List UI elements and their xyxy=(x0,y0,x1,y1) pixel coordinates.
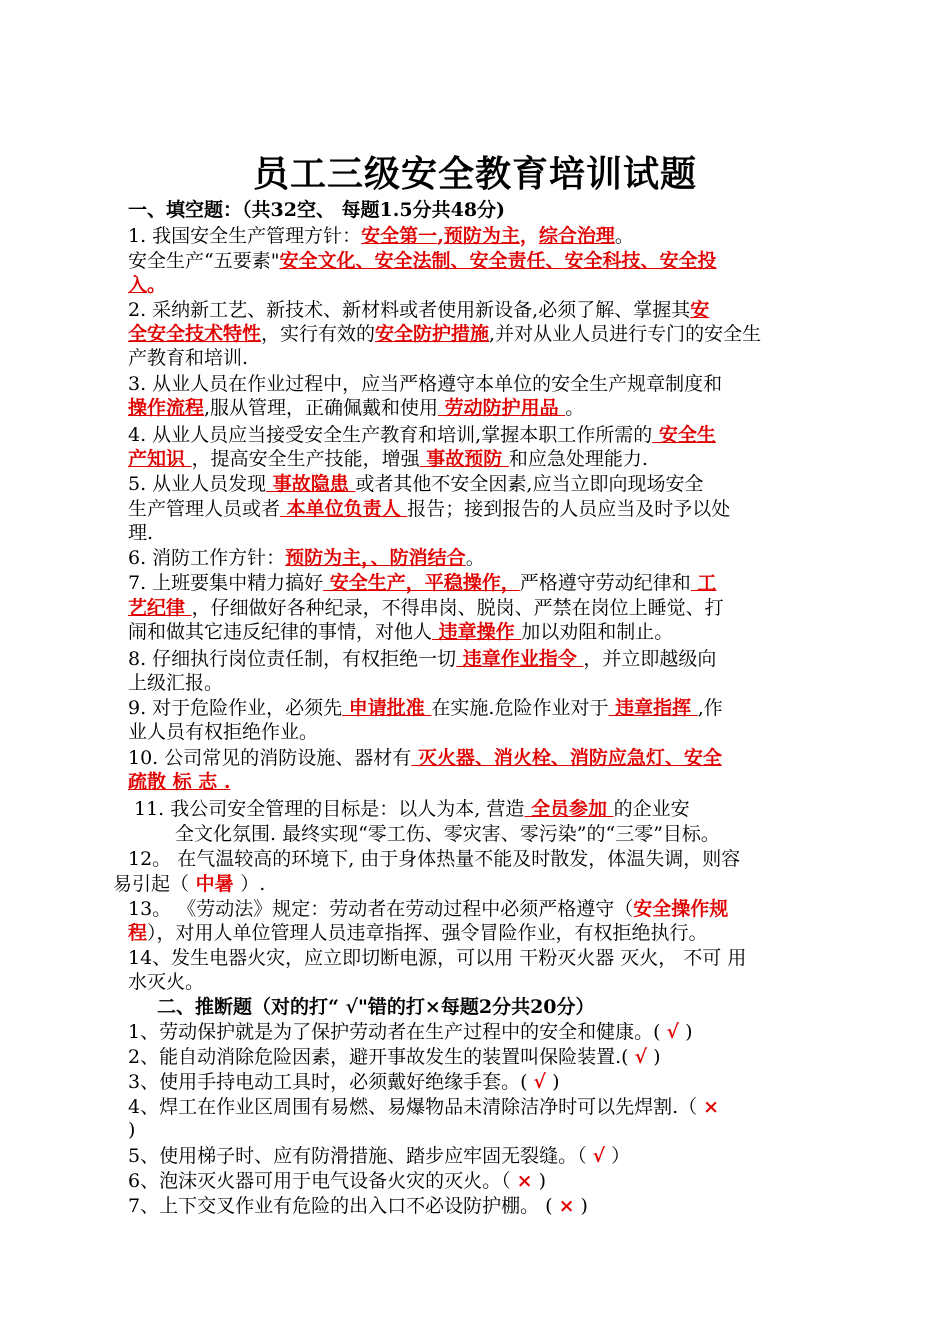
question-1b-cont xyxy=(128,273,166,297)
q3-end: 。 xyxy=(565,397,585,419)
q9-text: 9. 对于危险作业，必须先 xyxy=(128,697,343,719)
q7-answer-2-cont: 艺纪律 xyxy=(128,597,192,619)
q7-answer-1: 安全生产，平稳操作， xyxy=(323,572,520,594)
q13-post: ），对用人单位管理人员违章指挥、强令冒险作业，有权拒绝执行。 xyxy=(147,922,708,944)
question-5-line3: 理. xyxy=(128,522,154,544)
judgement-item-3 xyxy=(128,1070,560,1094)
question-6 xyxy=(128,546,485,570)
q4-text: 4. 从业人员应当接受安全生产教育和培训,掌握本职工作所需的 xyxy=(128,424,653,446)
q13-answer: 安全操作规 xyxy=(633,898,729,920)
q4-answer-2: 事故预防 xyxy=(419,448,509,470)
q4-answer-1-cont: 产知识 xyxy=(128,448,192,470)
question-5-line2 xyxy=(128,497,730,521)
q4-mid: ，提高安全生产技能，增强 xyxy=(191,448,420,470)
question-2 xyxy=(128,298,709,322)
judgement-close: ) xyxy=(647,1046,661,1068)
q10-answer: 灭火器、消火栓、消防应急灯、安全 xyxy=(411,747,722,769)
q5-answer-1: 事故隐患 xyxy=(266,473,356,495)
q1-answer-3: 综合治理 xyxy=(538,225,615,247)
q5-text: 5. 从业人员发现 xyxy=(128,473,267,495)
judgement-item-4-cont: ) xyxy=(128,1119,136,1141)
q9-answer-2: 违章指挥 xyxy=(608,697,698,719)
judgement-text: 2、能自动消除危险因素，避开事故发生的装置叫保险装置.( xyxy=(128,1046,635,1068)
q12-post: ）. xyxy=(240,873,266,895)
q1b-text: 安全生产“五要素" xyxy=(128,250,280,272)
judgement-close: ) xyxy=(574,1195,588,1217)
question-10-line2 xyxy=(128,770,230,794)
q1b-answer-cont: 入 xyxy=(128,274,148,296)
q11-text: 11. 我公司安全管理的目标是：以人为本, 营造 xyxy=(134,798,525,820)
judgement-text: 5、使用梯子时、应有防滑措施、踏步应牢固无裂缝。（ xyxy=(128,1145,593,1167)
q1-answer-1: 安全第一 xyxy=(361,225,438,247)
section2-heading: 二、推断题（对的打“ √"错的打×每题2分共20分） xyxy=(157,996,595,1018)
q9-answer-1: 申请批准 xyxy=(342,697,432,719)
q7-post2: 加以劝阻和制止。 xyxy=(521,621,674,643)
q2-text: 2. 采纳新工艺、新技术、新材料或者使用新设备,必须了解、掌握其 xyxy=(128,299,691,321)
question-9-line2: 业人员有权拒绝作业。 xyxy=(128,721,319,743)
judgement-mark: √ xyxy=(634,1046,648,1068)
q1-separator-1: , xyxy=(437,225,444,247)
q3-mid: ,服从管理，正确佩戴和使用 xyxy=(204,397,439,419)
judgement-text: 3、使用手持电动工具时，必须戴好绝缘手套。( xyxy=(128,1071,534,1093)
question-13 xyxy=(128,897,728,921)
q7-cont: 闹和做其它违反纪律的事情，对他人 xyxy=(128,621,433,643)
q7-answer-3: 违章操作 xyxy=(432,621,522,643)
question-11 xyxy=(134,797,690,821)
question-7 xyxy=(128,571,716,595)
judgement-item-4 xyxy=(128,1095,719,1119)
judgement-text: 7、上下交叉作业有危险的出入口不必设防护棚。 ( xyxy=(128,1195,559,1217)
q1-separator-2: ， xyxy=(519,225,539,247)
judgement-mark: √ xyxy=(533,1071,547,1093)
q7-text: 7. 上班要集中精力搞好 xyxy=(128,572,324,594)
q2-answer-1-cont: 全安全技术特性 xyxy=(128,323,262,345)
q2-answer-1: 安 xyxy=(690,299,710,321)
judgement-text: 6、泡沫灭火器可用于电气设备火灾的灭火。（ xyxy=(128,1170,517,1192)
q5-answer-2: 本单位负责人 xyxy=(280,498,408,520)
q1-text: 1. 我国安全生产管理方针： xyxy=(128,225,362,247)
q4-end: 和应急处理能力. xyxy=(508,448,648,470)
question-13-line2 xyxy=(128,921,708,945)
section1-heading: 一、填空题：（共32空、 每题1.5分共48分) xyxy=(128,199,506,221)
judgement-item-2 xyxy=(128,1045,661,1069)
judgement-mark: × xyxy=(558,1195,575,1217)
q12-answer: 中暑 xyxy=(189,873,241,895)
q2-mid: ，实行有效的 xyxy=(261,323,376,345)
judgement-close: ) xyxy=(546,1071,560,1093)
judgement-item-6 xyxy=(128,1169,546,1193)
judgement-mark: × xyxy=(516,1170,533,1192)
question-1 xyxy=(128,224,634,248)
q7-mid: 严格遵守劳动纪律和 xyxy=(519,572,691,594)
question-10 xyxy=(128,746,722,770)
question-8-line2: 上级汇报。 xyxy=(128,672,224,694)
q1b-end: 。 xyxy=(147,274,167,296)
question-3: 3. 从业人员在作业过程中，应当严格遵守本单位的安全生产规章制度和 xyxy=(128,373,723,395)
q5-cont-pre: 生产管理人员或者 xyxy=(128,498,281,520)
q2-post: ,并对从业人员进行专门的安全生 xyxy=(489,323,762,345)
question-1b xyxy=(128,249,716,273)
q9-mid: 在实施.危险作业对于 xyxy=(431,697,609,719)
q5-mid: 或者其他不安全因素,应当立即向现场安全 xyxy=(355,473,704,495)
q8-text: 8. 仔细执行岗位责任制，有权拒绝一切 xyxy=(128,648,457,670)
question-9 xyxy=(128,696,723,720)
question-12-line2 xyxy=(113,872,265,896)
question-7-line2 xyxy=(128,596,724,620)
question-5 xyxy=(128,472,703,496)
question-14-line2: 水灭火。 xyxy=(128,971,205,993)
q6-answer: 预防为主，、防消结合 xyxy=(285,547,466,569)
judgement-item-1 xyxy=(128,1020,693,1044)
judgement-close: ) xyxy=(532,1170,547,1192)
q6-text: 6. 消防工作方针： xyxy=(128,547,286,569)
q3-answer-2: 劳动防护用品 xyxy=(438,397,566,419)
q13-text: 13。 《劳动法》规定：劳动者在劳动过程中必须严格遵守（ xyxy=(128,898,634,920)
q1-answer-2: 预防为主 xyxy=(443,225,520,247)
question-8 xyxy=(128,647,716,671)
q2-answer-2: 安全防护措施 xyxy=(375,323,490,345)
q1b-answer: 安全文化、安全法制、安全责任、安全科技、安全投 xyxy=(279,250,717,272)
q11-answer: 全员参加 xyxy=(524,798,614,820)
judgement-text: 1、劳动保护就是为了保护劳动者在生产过程中的安全和健康。( xyxy=(128,1021,667,1043)
q7-post: ，仔细做好各种纪录，不得串岗、脱岗、严禁在岗位上睡觉、打 xyxy=(191,597,724,619)
q8-answer: 违章作业指令 xyxy=(456,648,584,670)
question-12: 12。 在气温较高的环境下, 由于身体热量不能及时散发，体温失调，则容 xyxy=(128,848,741,870)
judgement-close: ) xyxy=(679,1021,693,1043)
q3-answer-1: 操作流程 xyxy=(128,397,205,419)
judgement-text: 4、焊工在作业区周围有易燃、易爆物品未清除洁净时可以先焊割.（ xyxy=(128,1096,704,1118)
q8-post: ，并立即越级向 xyxy=(583,648,717,670)
question-3-line2 xyxy=(128,396,584,420)
q10-answer-cont: 疏散 标 志 . xyxy=(128,771,231,793)
judgement-item-7 xyxy=(128,1194,588,1218)
question-14: 14、发生电器火灾，应立即切断电源，可以用 干粉灭火器 灭火， 不可 用 xyxy=(128,947,747,969)
q5-post: 报告；接到报告的人员应当及时予以处 xyxy=(407,498,731,520)
judgement-mark: √ xyxy=(666,1021,680,1043)
q10-text: 10. 公司常见的消防设施、器材有 xyxy=(128,747,412,769)
q13-answer-cont: 程 xyxy=(128,922,148,944)
question-4 xyxy=(128,423,716,447)
judgement-item-5 xyxy=(128,1144,630,1168)
q12-cont-pre: 易引起（ xyxy=(113,873,190,895)
question-11-line2: 全文化氛围. 最终实现“零工伤、零灾害、零污染”的“三零”目标。 xyxy=(175,823,720,845)
document-title: 员工三级安全教育培训试题 xyxy=(252,154,697,195)
question-7-line3 xyxy=(128,620,673,644)
judgement-close: ） xyxy=(605,1145,631,1167)
question-4-line2 xyxy=(128,447,648,471)
judgement-mark: × xyxy=(703,1096,720,1118)
q11-post: 的企业安 xyxy=(613,798,690,820)
judgement-mark: √ xyxy=(592,1145,606,1167)
question-2-line3: 产教育和培训. xyxy=(128,347,249,369)
q7-answer-2: 工 xyxy=(690,572,717,594)
question-2-line2 xyxy=(128,322,761,346)
q1-end: 。 xyxy=(614,225,634,247)
q6-end: 。 xyxy=(465,547,485,569)
q9-post: ,作 xyxy=(697,697,723,719)
q4-answer-1: 安全生 xyxy=(652,424,716,446)
